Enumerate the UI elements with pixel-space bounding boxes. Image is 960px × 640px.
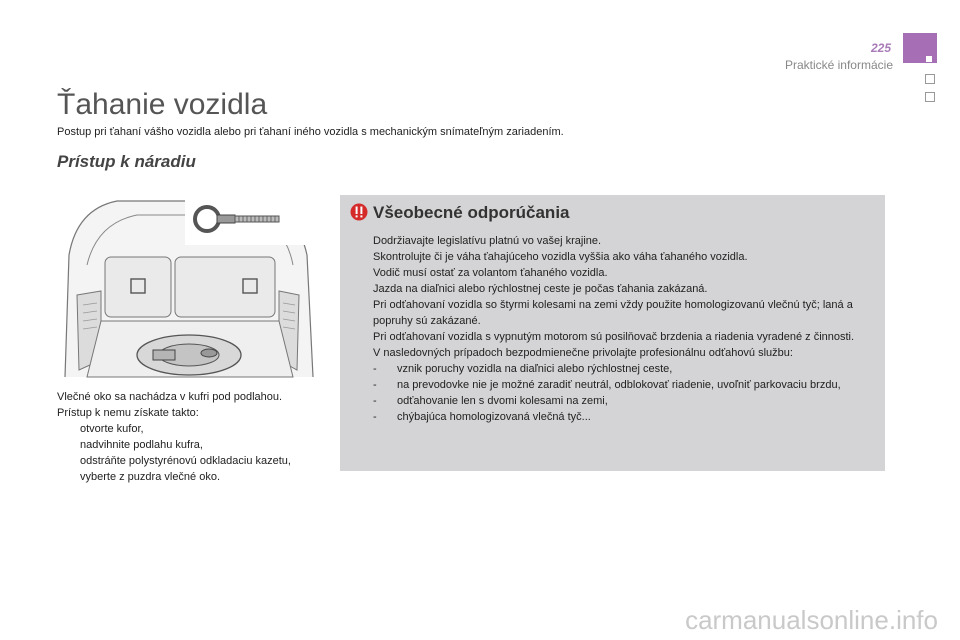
watermark: carmanualsonline.info: [685, 605, 938, 635]
chapter-tab: [903, 33, 937, 63]
list-item: - chýbajúca homologizovaná vlečná tyč...: [373, 411, 591, 423]
cases-list: [373, 361, 878, 425]
recommendations-box: [340, 195, 885, 471]
section-label: Praktické informácie: [784, 58, 893, 72]
dash-icon: -: [373, 411, 377, 423]
dash-icon: -: [373, 395, 377, 407]
info-paragraph: V nasledovných prípadoch bezpodmienečne privolajte profesionálnu odťahovú službu:: [373, 347, 793, 359]
info-paragraph: Pri odťahovaní vozidla so štyrmi kolesami na zemi vždy použite homologizovanú vlečnú tyč; laná a popruhy sú zakázané.: [373, 299, 853, 327]
page-intro: Postup pri ťahaní vášho vozidla alebo pri ťahaní iného vozidla s mechanickým snímateľným zariadením.: [57, 126, 564, 138]
list-item: nadvihnite podlahu kufra,: [80, 439, 203, 451]
section-subtitle: Prístup k náradiu: [57, 152, 196, 171]
instruction-line: Prístup k nemu získate takto:: [57, 407, 199, 419]
info-paragraph: Jazda na diaľnici alebo rýchlostnej ceste je počas ťahania zakázaná.: [373, 283, 708, 295]
trunk-illustration: [57, 195, 319, 380]
list-item: - odťahovanie len s dvomi kolesami na zemi,: [373, 395, 608, 407]
dash-icon: -: [373, 379, 377, 391]
tow-eye-inset: [185, 199, 313, 245]
list-item: vyberte z puzdra vlečné oko.: [80, 471, 221, 483]
list-item: - na prevodovke nie je možné zaradiť neutrál, odblokovať riadenie, uvoľniť parkovaciu brzdu,: [373, 379, 841, 391]
step-list: [57, 421, 327, 485]
instruction-line: Vlečné oko sa nachádza v kufri pod podlahou.: [57, 391, 283, 403]
info-paragraph: Skontrolujte či je váha ťahajúceho vozidla vyššia ako váha ťahaného vozidla.: [373, 251, 748, 263]
info-paragraph: Dodržiavajte legislatívu platnú vo vašej krajine.: [373, 235, 602, 247]
dash-icon: -: [373, 363, 377, 375]
access-instructions: [57, 389, 327, 485]
list-item: otvorte kufor,: [80, 423, 144, 435]
info-title: Všeobecné odporúčania: [373, 203, 570, 222]
page-number: 225: [870, 41, 891, 55]
warning-icon: [350, 203, 368, 221]
tab-dot-icon: [926, 56, 932, 62]
info-paragraph: Pri odťahovaní vozidla s vypnutým motorom sú posilňovač brzdenia a riadenia vyradené z činnosti.: [373, 331, 855, 343]
info-paragraph: Vodič musí ostať za volantom ťahaného vozidla.: [373, 267, 608, 279]
page-title: Ťahanie vozidla: [57, 88, 268, 121]
list-item: odstráňte polystyrénovú odkladaciu kazetu,: [80, 455, 291, 467]
list-item: - vznik poruchy vozidla na diaľnici alebo rýchlostnej ceste,: [373, 363, 673, 375]
chapter-tab-empty: [925, 74, 935, 84]
chapter-tab-empty: [925, 92, 935, 102]
info-text: [373, 233, 878, 425]
